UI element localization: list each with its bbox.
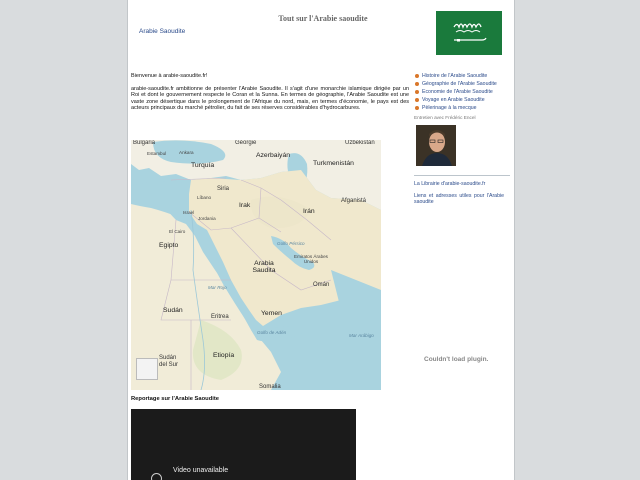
map-label-gulf-of-aden: Golfo de Adén — [257, 330, 287, 335]
map-label-cairo: El Cairo — [169, 229, 186, 234]
map-label-south-sudan: Sudán del Sur — [159, 355, 179, 368]
sidebar-item-pelerinage[interactable] — [414, 104, 510, 112]
sidebar-divider — [414, 175, 510, 176]
interview-photo[interactable] — [416, 125, 456, 166]
interview-label: Entretien avec Frédéric Encel — [414, 115, 476, 120]
map-label-sudan: Sudán — [163, 307, 183, 314]
bullet-icon — [415, 106, 419, 110]
map-label-uae: Emiratos Árabes Unidos — [294, 254, 328, 264]
map-label-egypt: Egipto — [159, 242, 179, 249]
map-label-syria: Siria — [217, 186, 230, 192]
embedded-map[interactable] — [131, 140, 381, 390]
intro-text — [131, 73, 409, 118]
video-unavailable-text: Video unavailable — [173, 467, 229, 474]
map-label-arabian-sea: Mar Arábigo — [349, 333, 374, 338]
sidebar-item-label: Histoire de l'Arabie Saoudite — [422, 73, 488, 79]
sidebar-item-economie[interactable] — [414, 88, 510, 96]
bullet-icon — [415, 90, 419, 94]
map-label-uzbekistan: Uzbekistán — [345, 140, 375, 146]
bullet-icon — [415, 98, 419, 102]
sidebar-item-label: Voyage en Arabie Saoudite — [422, 97, 485, 103]
sidebar-item-voyage[interactable] — [414, 96, 510, 104]
map-label-ankara: Ankara — [179, 150, 194, 155]
sidebar-item-label: Géographie de l'Arabie Saoudite — [422, 81, 497, 87]
plugin-error-message: Couldn't load plugin. — [424, 356, 489, 363]
map-label-ethiopia: Etiopía — [213, 352, 235, 359]
map-label-eritrea: Eritrea — [211, 314, 229, 320]
map-label-azerbaijan: Azerbaiyán — [256, 152, 291, 159]
map-label-somalia: Somalia — [259, 384, 281, 390]
intro-paragraph: arabie-saoudite.fr ambitionne de présenter l'Arabie Saoudite. Il s'agit d'une monarchie islamique dirigée par un Roi et dont le gouvernement respecte le Coran et la Sunna. En termes de géographie, l'Arabie Saoudite est une vaste zone désertique dans le prolongement de l'Afrique du nord, mais, en termes d'économie, le pays est des acteurs principaux du marché pétrolier, du fait de ses réserves considérables d'hydrocarbures. — [131, 85, 409, 112]
map-label-yemen: Yemen — [261, 310, 282, 317]
map-label-israel: Israel — [183, 210, 195, 215]
map-label-istanbul: Estambul — [147, 151, 167, 156]
sidebar-item-label: Economie de l'Arabie Saoudite — [422, 89, 493, 95]
map-label-oman: Omán — [313, 282, 330, 288]
sidebar-item-geographie[interactable] — [414, 80, 510, 88]
sidebar-link-librairie[interactable]: La Librairie d'arabie-saoudite.fr — [414, 181, 486, 187]
map-label-saudi-arabia: Arabia Saudita — [252, 260, 276, 274]
map-label-turkey: Turquía — [191, 162, 215, 169]
map-label-turkmenistan: Turkmenistán — [313, 160, 354, 167]
site-title: Tout sur l'Arabie saoudite — [278, 14, 368, 23]
map-label-jordan: Jordania — [198, 216, 216, 221]
bullet-icon — [415, 74, 419, 78]
sidebar-nav — [414, 72, 510, 112]
map-label-lebanon: Líbano — [197, 195, 212, 200]
sidebar — [414, 68, 510, 205]
saudi-flag-graphic — [436, 11, 502, 55]
sidebar-item-label: Pèlerinage à la mecque — [422, 105, 477, 111]
map-zoom-control[interactable] — [136, 358, 158, 380]
page-container — [127, 0, 515, 480]
bullet-icon — [415, 82, 419, 86]
portrait-graphic — [416, 125, 456, 166]
welcome-text: Bienvenue à arabie-saoudite.fr! — [131, 73, 208, 79]
video-error-icon — [151, 473, 162, 480]
sidebar-link-liens[interactable]: Liens et adresses utiles pour l'Arabie saoudite — [414, 193, 504, 205]
top-link-arabie-saoudite[interactable]: Arabie Saoudite — [139, 28, 186, 35]
embedded-video-player[interactable] — [131, 409, 356, 480]
reportage-heading: Reportage sur l'Arabie Saoudite — [131, 396, 220, 402]
map-label-iran: Irán — [303, 208, 315, 215]
map-label-georgia: Géorgie — [235, 140, 257, 146]
map-label-bulgaria: Bulgaria — [133, 140, 156, 146]
sidebar-item-histoire[interactable] — [414, 72, 510, 80]
map-label-iraq: Irak — [239, 202, 251, 209]
map-label-persian-gulf: Golfo Pérsico — [277, 241, 305, 246]
saudi-flag-image — [436, 11, 502, 55]
map-label-red-sea: Mar Rojo — [208, 285, 227, 290]
map-label-afghanistan: Afganistá — [341, 198, 367, 204]
